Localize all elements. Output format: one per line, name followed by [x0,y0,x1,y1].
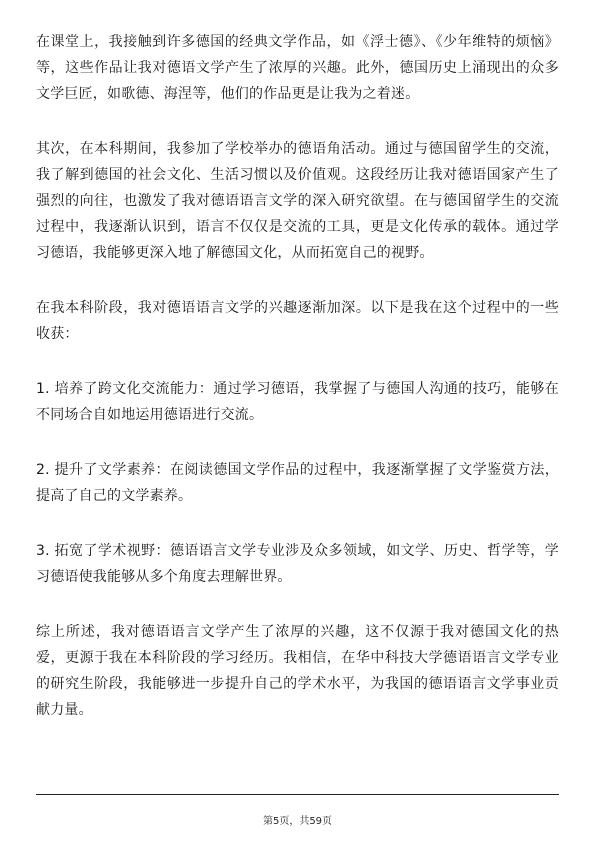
list-item-academic-vision: 3. 拓宽了学术视野：德语语言文学专业涉及众多领域，如文学、历史、哲学等，学习德语使我能够从多个角度去理解世界。 [36,543,559,585]
paragraph-conclusion: 综上所述，我对德语语言文学产生了浓厚的兴趣，这不仅源于我对德国文化的热爱，更源于我在本科阶段的学习经历。我相信，在华中科技大学德语语言文学专业的研究生阶段，我能够进一步提升自己的学术水平，为我国的德语语言文学事业贡献力量。 [36,624,559,718]
paragraph-undergrad-intro: 在我本科阶段，我对德语语言文学的兴趣逐渐加深。以下是我在这个过程中的一些收获： [36,300,559,342]
list-item-intercultural: 1. 培养了跨文化交流能力：通过学习德语，我掌握了与德国人沟通的技巧，能够在不同场合自如地运用德语进行交流。 [36,381,559,423]
page-body [36,29,559,723]
paragraph-classic-works: 在课堂上，我接触到许多德国的经典文学作品，如《浮士德》、《少年维特的烦恼》等，这些作品让我对德语文学产生了浓厚的兴趣。此外，德国历史上涌现出的众多文学巨匠，如歌德、海涅等，他们的作品更是让我为之着迷。 [36,34,559,102]
list-item-literary-literacy: 2. 提升了文学素养：在阅读德国文学作品的过程中，我逐渐掌握了文学鉴赏方法，提高了自己的文学素养。 [36,462,559,504]
paragraph-german-corner: 其次，在本科期间，我参加了学校举办的德语角活动。通过与德国留学生的交流，我了解到德国的社会文化、生活习惯以及价值观。这段经历让我对德语国家产生了强烈的向往，也激发了我对德语语言文学的深入研究欲望。在与德国留学生的交流过程中，我逐渐认识到，语言不仅仅是交流的工具，更是文化传承的载体。通过学习德语，我能够更深入地了解德国文化，从而拓宽自己的视野。 [36,141,559,261]
page-number: 第5页，共59页 [262,816,333,827]
footer-divider [36,794,559,795]
